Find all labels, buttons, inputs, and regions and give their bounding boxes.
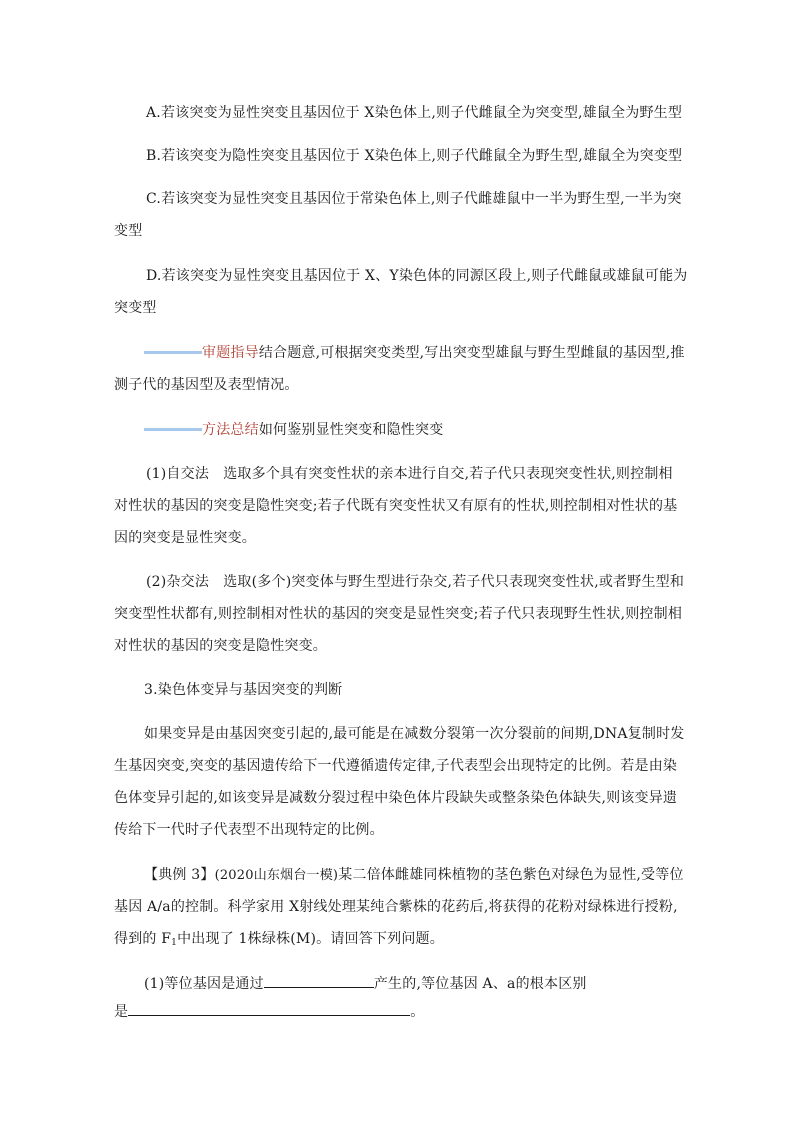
option-b: B.若该突变为隐性突变且基因位于 X染色体上,则子代雌鼠全为野生型,雄鼠全为突变型 xyxy=(146,148,683,164)
example-line3-end: 中出现了 1株绿株(M)。请回答下列问题。 xyxy=(177,931,444,947)
answer-blank-2[interactable] xyxy=(128,1001,410,1016)
method-p2-line3: 对性状的基因的突变是隐性突变。 xyxy=(114,638,327,654)
example-line1 xyxy=(144,865,712,886)
example-text: 某二倍体雌雄同株植物的茎色紫色对绿色为显性,受等位 xyxy=(338,867,684,883)
method-tag: 方法总结 xyxy=(202,422,259,438)
method-p2-line2: 突变型性状都有,则控制相对性状的基因的突变是显性突变;若子代只表现野生性状,则控制相 xyxy=(114,606,683,622)
option-a: A.若该突变为显性突变且基因位于 X染色体上,则子代雌鼠全为突变型,雄鼠全为野生型 xyxy=(146,105,683,121)
section3-line1: 如果变异是由基因突变引起的,最可能是在减数分裂第一次分裂前的间期,DNA复制时发 xyxy=(144,726,685,742)
question1-prefix: (1)等位基因是通过 xyxy=(144,976,264,992)
example-line2: 基因 A/a的控制。科学家用 X射线处理某纯合紫株的花药后,将获得的花粉对绿株进行授粉, xyxy=(114,899,678,915)
section3-line4: 传给下一代时子代表型不出现特定的比例。 xyxy=(114,822,384,838)
section3-line3: 色体变异引起的,如该变异是减数分裂过程中染色体片段缺失或整条染色体缺失,则该变异遗 xyxy=(114,790,678,806)
method-p1-line2: 对性状的基因的突变是隐性突变;若子代既有突变性状又有原有的性状,则控制相对性状的基 xyxy=(114,498,678,514)
guide-line2: 测子代的基因型及表型情况。 xyxy=(114,377,299,393)
option-c-line1: C.若该突变为显性突变且基因位于常染色体上,则子代雌雄鼠中一半为野生型,一半为突 xyxy=(146,191,682,207)
method-p2-line1: (2)杂交法 选取(多个)突变体与野生型进行杂交,若子代只表现突变性状,或者野生型和 xyxy=(146,574,685,590)
question1-end: 。 xyxy=(410,1004,425,1020)
method-title: 如何鉴别显性突变和隐性突变 xyxy=(258,422,444,438)
guide-line1 xyxy=(202,343,770,363)
method-highlight-bar xyxy=(144,428,202,431)
method-p1-line3: 因的突变是显性突变。 xyxy=(114,530,256,546)
method-p1-line1: (1)自交法 选取多个具有突变性状的亲本进行自交,若子代只表现突变性状,则控制相 xyxy=(146,466,673,482)
answer-blank-1[interactable] xyxy=(264,973,374,988)
option-d-line1: D.若该突变为显性突变且基因位于 X、Y染色体的同源区段上,则子代雌鼠或雄鼠可能为 xyxy=(146,268,688,284)
example-line3-start: 得到的 F xyxy=(114,931,172,947)
section3-line2: 生基因突变,突变的基因遗传给下一代遵循遗传定律,子代表型会出现特定的比例。若是由染 xyxy=(114,758,678,774)
section3-heading: 3.染色体变异与基因突变的判断 xyxy=(144,682,343,698)
option-c-line2: 变型 xyxy=(114,223,143,239)
method-title-line xyxy=(202,420,770,440)
example-subscript: 1 xyxy=(171,938,178,948)
guide-tag: 审题指导 xyxy=(202,345,259,361)
guide-highlight-bar xyxy=(144,351,202,354)
question1-lead: 是 xyxy=(114,1004,129,1020)
guide-text: 结合题意,可根据突变类型,写出突变型雄鼠与野生型雌鼠的基因型,推 xyxy=(258,345,685,361)
option-d-line2: 突变型 xyxy=(114,300,157,316)
example-label: 【典例 3】 xyxy=(144,867,215,883)
example-source: (2020山东烟台一模) xyxy=(214,868,339,883)
question1-middle: 产生的,等位基因 A、a的根本区别 xyxy=(373,976,587,992)
question1-line1 xyxy=(144,973,712,994)
example-line3 xyxy=(114,929,682,953)
question1-line2 xyxy=(114,1001,682,1022)
